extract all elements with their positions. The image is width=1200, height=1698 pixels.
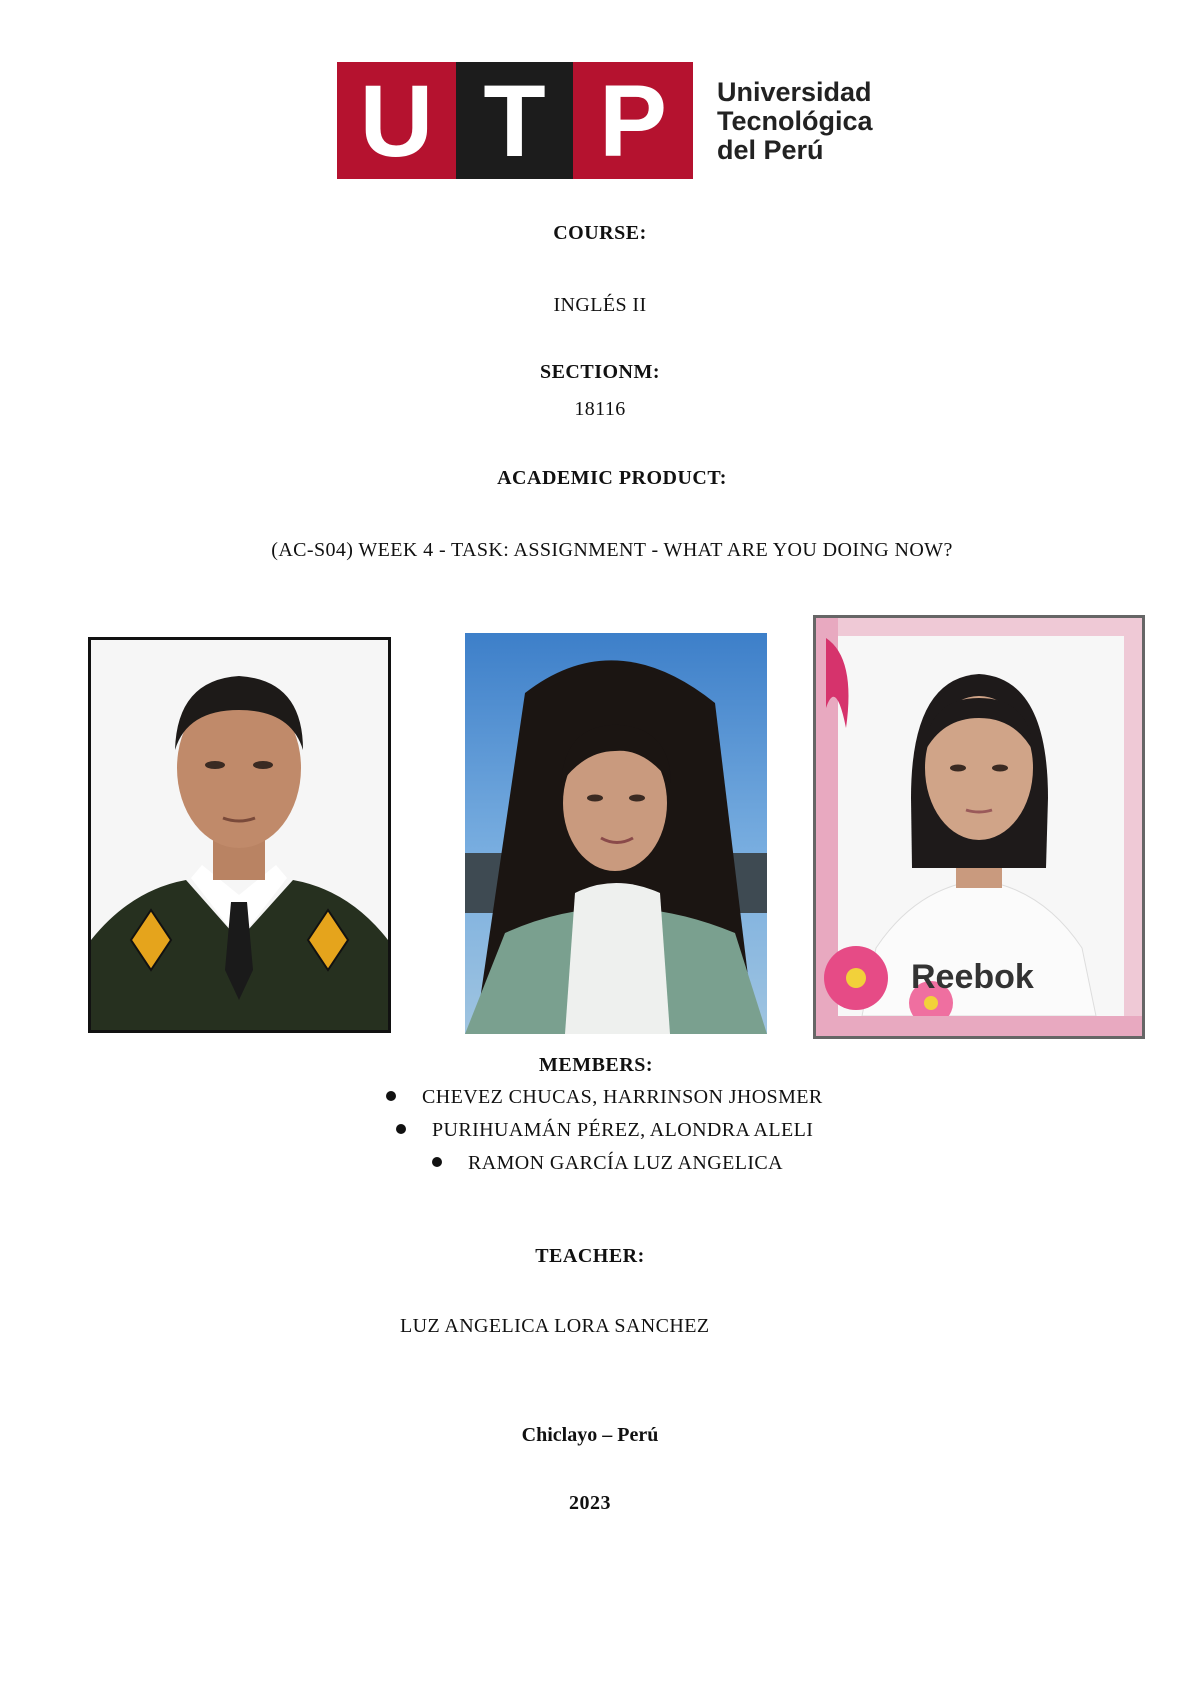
section-label: SECTIONM:: [539, 361, 661, 383]
member-photo-1: [88, 637, 391, 1033]
place-text: Chiclayo – Perú: [521, 1424, 659, 1446]
members-label: MEMBERS:: [539, 1054, 653, 1076]
member-photo-2: [465, 633, 767, 1034]
member-name-2: PURIHUAMÁN PÉREZ, ALONDRA ALELI: [432, 1119, 814, 1141]
member-name-3: RAMON GARCÍA LUZ ANGELICA: [468, 1152, 783, 1174]
member-item-2: [396, 1119, 813, 1142]
academic-product-value: (AC-S04) WEEK 4 - TASK: ASSIGNMENT - WHAT ARE YOU DOING NOW?: [271, 539, 953, 561]
university-name-line-1: Universidad: [717, 77, 872, 107]
member-item-1: [386, 1086, 823, 1109]
shirt-brand-text: Reebok: [911, 958, 1034, 996]
logo-letter-t: T: [456, 62, 573, 179]
section-value: 18116: [574, 398, 626, 420]
member-item-3: [432, 1152, 783, 1175]
member-photo-3: [813, 615, 1145, 1039]
academic-product-label: ACADEMIC PRODUCT:: [497, 467, 727, 489]
member-name-1: CHEVEZ CHUCAS, HARRINSON JHOSMER: [422, 1086, 823, 1108]
university-name-line-3: del Perú: [717, 135, 824, 165]
portrait-woman-pink-frame: [816, 618, 1142, 1036]
university-name-line-2: Tecnológica: [717, 106, 873, 136]
logo-letter-u: U: [337, 62, 456, 179]
portrait-man-uniform: [91, 640, 388, 1030]
bullet-icon: [432, 1157, 442, 1167]
bullet-icon: [386, 1091, 396, 1101]
logo-letter-p: P: [573, 62, 693, 179]
course-label: COURSE:: [553, 222, 647, 244]
teacher-value: LUZ ANGELICA LORA SANCHEZ: [400, 1315, 710, 1337]
bullet-icon: [396, 1124, 406, 1134]
portrait-woman-selfie: [465, 633, 767, 1034]
course-value: INGLÉS II: [553, 294, 647, 316]
year-text: 2023: [569, 1492, 611, 1514]
teacher-label: TEACHER:: [535, 1245, 645, 1267]
utp-logo: [337, 62, 693, 179]
university-name: [717, 78, 873, 165]
